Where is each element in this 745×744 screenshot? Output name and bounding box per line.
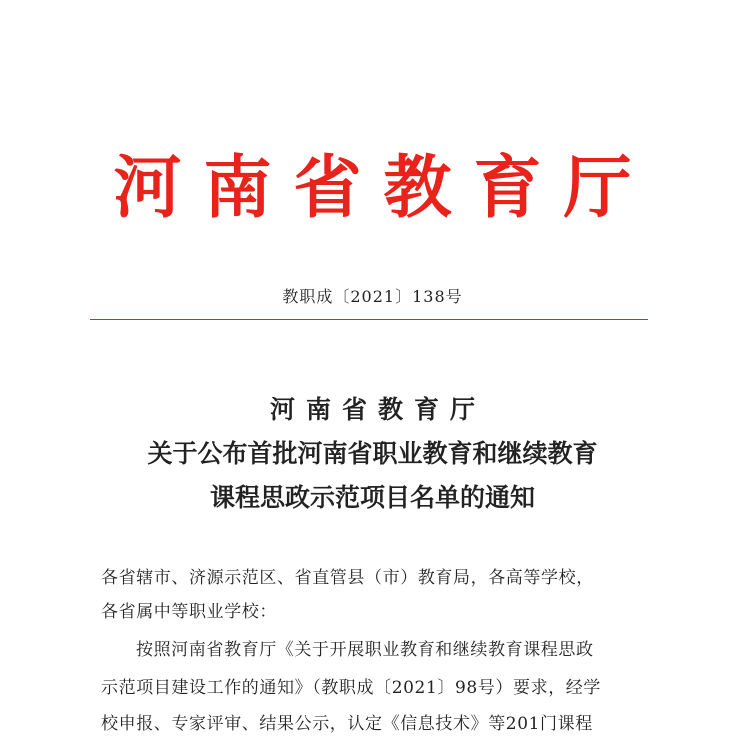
paragraph-line-2: 示范项目建设工作的通知》（教职成〔2021〕98号）要求，经学	[101, 678, 601, 698]
addressee-line-1: 各省辖市、济源示范区、省直管县（市）教育局，各高等学校，	[101, 568, 594, 588]
red-divider	[90, 319, 648, 320]
masthead-title: 河南省教育厅	[113, 148, 654, 228]
paragraph-line-3: 校申报、专家评审、结果公示，认定《信息技术》等201门课程	[101, 714, 593, 734]
document-number: 教职成〔2021〕138号	[282, 287, 463, 306]
addressee-line-2: 各省属中等职业学校：	[101, 602, 277, 622]
paragraph-line-1: 按照河南省教育厅《关于开展职业教育和继续教育课程思政	[136, 640, 594, 660]
notice-title-line-3: 课程思政示范项目名单的通知	[209, 483, 535, 512]
notice-title-line-2: 关于公布首批河南省职业教育和继续教育	[147, 439, 598, 468]
notice-title-line-1: 河南省教育厅	[269, 395, 486, 424]
